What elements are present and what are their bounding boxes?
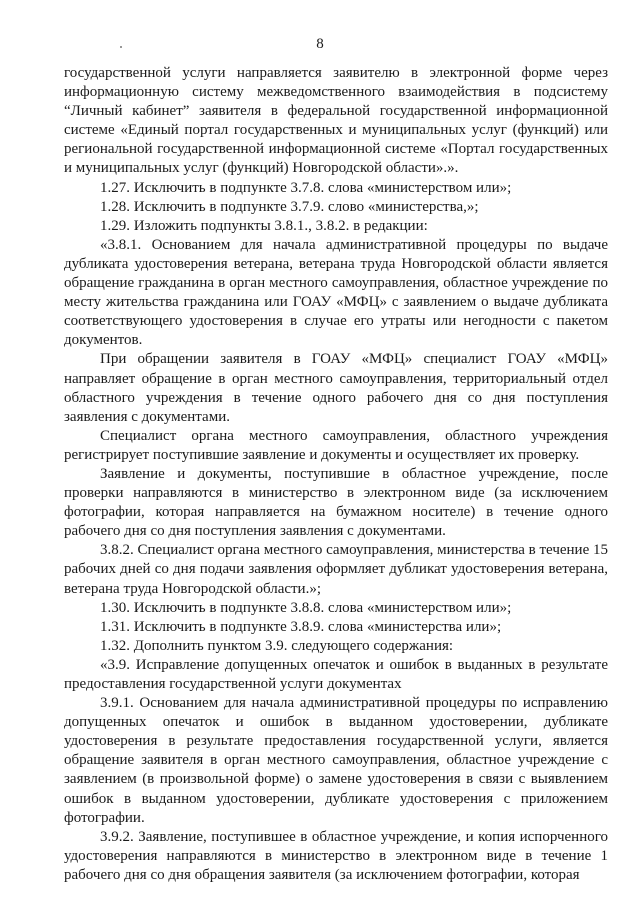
paragraph: 3.9.2. Заявление, поступившее в областное учреждение, и копия испорченного удостоверения направляются в министерство в электронном виде в течение 1 рабочего дня со дня обращения заявителя (за исключением фотографии, которая: [64, 828, 608, 883]
paragraph: При обращении заявителя в ГОАУ «МФЦ» специалист ГОАУ «МФЦ» направляет обращение в орган местного самоуправления, территориальный отдел областного учреждения в течение одного рабочего дня со дня поступления заявления с документами.: [64, 351, 608, 425]
paragraph: «3.8.1. Основанием для начала административной процедуры по выдаче дубликата удостоверения ветерана, ветерана труда Новгородской области является обращение гражданина в орган местного самоуправления, областное учреждение по месту жительства гражданина или ГОАУ «МФЦ» с заявлением о выдаче дубликата соответствующего удостоверения в случае его утраты или негодности с пакетом документов.: [64, 236, 608, 349]
paragraph: государственной услуги направляется заявителю в электронной форме через информационную систему межведомственного взаимодействия в подсистему “Личный кабинет” заявителя в федеральной государственной информационной системе «Единый портал государственных и муниципальных услуг (функций) или региональной государственной информационной системе «Портал государственных и муниципальных услуг (функций) Новгородской области».».: [64, 65, 608, 177]
paragraph: 3.9.1. Основанием для начала административной процедуры по исправлению допущенных опечаток и ошибок в выданном удостоверении, дубликате удостоверения в результате предоставления государственной услуги, является обращение заявителя в орган местного самоуправления, областное учреждение с заявлением (в произвольной форме) о замене удостоверения в связи с выявлением ошибок в выданном удостоверении, дубликате удостоверения с приложением фотографии.: [64, 695, 608, 826]
paragraph: Заявление и документы, поступившие в областное учреждение, после проверки направляются в министерство в электронном виде (за исключением фотографии, которая направляется на бумажном носителе) в течение одного рабочего дня со дня поступления заявления с документами.: [64, 465, 608, 540]
paragraph: Специалист органа местного самоуправления, областного учреждения регистрирует поступившие заявление и документы и осуществляет их проверку.: [64, 427, 608, 463]
paragraph: 1.29. Изложить подпункты 3.8.1., 3.8.2. в редакции:: [100, 217, 428, 234]
paragraph: 1.28. Исключить в подпункте 3.7.9. слово «министерства,»;: [100, 198, 479, 215]
paragraph: «3.9. Исправление допущенных опечаток и ошибок в выданных в результате предоставления государственной услуги документах: [64, 656, 608, 692]
document-body: [64, 64, 608, 885]
paragraph: 1.27. Исключить в подпункте 3.7.8. слова «министерством или»;: [100, 179, 512, 196]
page-number: 8: [316, 36, 324, 52]
paragraph: 1.30. Исключить в подпункте 3.8.8. слова «министерством или»;: [100, 599, 512, 616]
paragraph: 1.31. Исключить в подпункте 3.8.9. слова «министерства или»;: [100, 618, 502, 635]
paragraph: 1.32. Дополнить пунктом 3.9. следующего содержания:: [100, 637, 454, 654]
paragraph: 3.8.2. Специалист органа местного самоуправления, министерства в течение 15 рабочих дней со дня подачи заявления оформляет дубликат удостоверения ветерана, ветерана труда Новгородской области.»;: [64, 542, 608, 597]
